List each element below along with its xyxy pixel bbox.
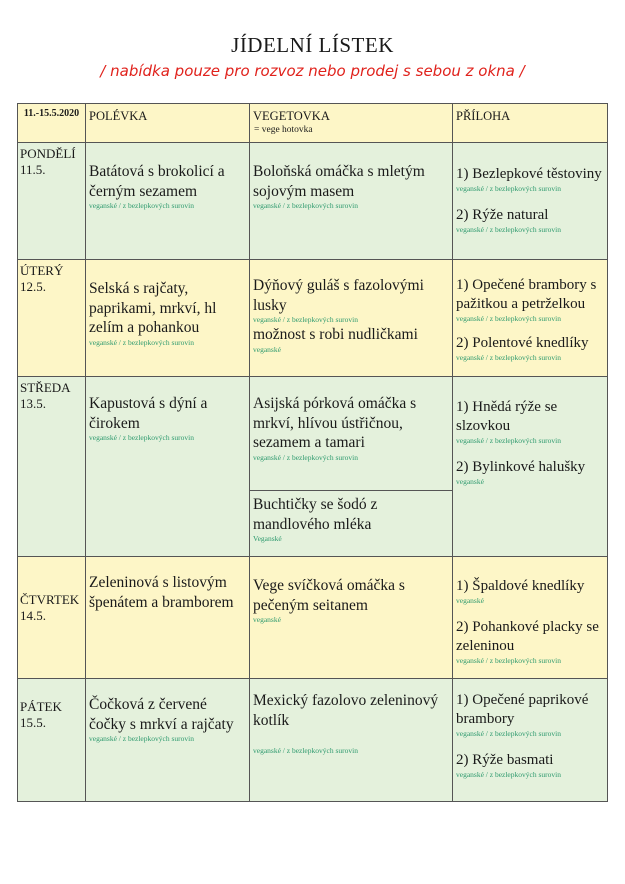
- soup-cell: [86, 557, 250, 679]
- side-item-1: 1) Opečené brambory s pažitkou a petrželkou: [456, 277, 597, 312]
- header-soup: POLÉVKA: [86, 104, 250, 143]
- soup-name: Kapustová s dýní a čirokem: [89, 395, 208, 432]
- vege-note: veganské: [253, 615, 281, 624]
- day-cell: [18, 557, 86, 679]
- vege-extra-note: veganské: [253, 344, 281, 354]
- day-date: 15.5.: [20, 715, 46, 730]
- vege-name: Vege svíčková omáčka s pečeným seitanem: [253, 577, 405, 614]
- vege-cell: [250, 143, 453, 260]
- vege-cell: [250, 679, 453, 802]
- soup-cell: [86, 260, 250, 377]
- day-cell: [18, 260, 86, 377]
- day-cell: [18, 679, 86, 802]
- side-cell: [453, 143, 608, 260]
- day-row-tuesday: [18, 260, 608, 377]
- day-date: 13.5.: [20, 396, 46, 411]
- vege-name: Asijská pórková omáčka s mrkví, hlívou ústřičnou, sezamem a tamari: [253, 395, 417, 451]
- side-item-1: 1) Opečené paprikové brambory: [456, 692, 589, 727]
- vege-cell: [250, 260, 453, 377]
- soup-name: Selská s rajčaty, paprikami, mrkví, hl zelím a pohankou: [89, 280, 217, 336]
- vege-alt-cell: [250, 490, 452, 553]
- side-note-1: veganské / z bezlepkových surovin: [456, 436, 561, 445]
- vege-cell: [250, 377, 453, 557]
- day-name: STŘEDA: [20, 380, 71, 395]
- side-note-2: veganské / z bezlepkových surovin: [456, 656, 561, 665]
- menu-table: [17, 103, 608, 802]
- side-note-1: veganské: [456, 596, 484, 605]
- side-note-2: veganské / z bezlepkových surovin: [456, 225, 561, 234]
- soup-note: veganské / z bezlepkových surovin: [89, 201, 194, 210]
- side-cell: [453, 557, 608, 679]
- soup-cell: [86, 143, 250, 260]
- vege-note: veganské / z bezlepkových surovin: [253, 452, 358, 462]
- day-cell: [18, 143, 86, 260]
- header-vege-label: VEGETOVKA: [253, 109, 330, 123]
- day-date: 11.5.: [20, 162, 46, 177]
- day-name: PONDĚLÍ: [20, 146, 76, 161]
- day-row-thursday: [18, 557, 608, 679]
- day-cell: [18, 377, 86, 557]
- side-note-2: veganské: [456, 477, 484, 486]
- vege-note: veganské / z bezlepkových surovin: [253, 746, 358, 755]
- side-cell: [453, 377, 608, 557]
- day-row-wednesday: [18, 377, 608, 557]
- side-cell: [453, 260, 608, 377]
- side-item-2: 2) Pohankové placky se zeleninou: [456, 619, 599, 654]
- day-date: 12.5.: [20, 279, 46, 294]
- vege-cell: [250, 557, 453, 679]
- side-item-1: 1) Bezlepkové těstoviny: [456, 166, 602, 182]
- header-vege: [250, 104, 453, 143]
- vege-name: Boloňská omáčka s mletým sojovým masem: [253, 163, 425, 200]
- side-note-1: veganské / z bezlepkových surovin: [456, 314, 561, 323]
- header-row: [18, 104, 608, 143]
- side-item-2: 2) Rýže natural: [456, 207, 549, 223]
- day-name: ÚTERÝ: [20, 263, 64, 278]
- side-note-2: veganské / z bezlepkových surovin: [456, 353, 561, 362]
- header-vege-note: = vege hotovka: [254, 125, 313, 135]
- side-item-1: 1) Špaldové knedlíky: [456, 578, 585, 594]
- soup-cell: [86, 679, 250, 802]
- side-note-2: veganské / z bezlepkových surovin: [456, 770, 561, 779]
- day-date: 14.5.: [20, 608, 46, 623]
- day-row-monday: [18, 143, 608, 260]
- side-cell: [453, 679, 608, 802]
- soup-name: Batátová s brokolicí a černým sezamem: [89, 163, 225, 200]
- page-title: JÍDELNÍ LÍSTEK: [231, 33, 394, 57]
- side-item-2: 2) Rýže basmati: [456, 752, 554, 768]
- vege-extra: možnost s robi nudličkami: [253, 326, 418, 343]
- soup-cell: [86, 377, 250, 557]
- vege-note: veganské / z bezlepkových surovin: [253, 315, 358, 324]
- day-name: ČTVRTEK: [20, 592, 80, 607]
- day-name: PÁTEK: [20, 699, 62, 714]
- soup-note: veganské / z bezlepkových surovin: [89, 734, 194, 743]
- vege-alt: Buchtičky se šodó z mandlového mléka: [253, 496, 378, 533]
- side-item-2: 2) Polentové knedlíky: [456, 335, 589, 351]
- soup-name: Čočková z červené čočky s mrkví a rajčaty: [89, 696, 234, 733]
- header-date-range: 11.-15.5.2020: [18, 104, 86, 143]
- vege-note: veganské / z bezlepkových surovin: [253, 201, 358, 210]
- soup-note: veganské / z bezlepkových surovin: [89, 337, 194, 347]
- side-item-1: 1) Hnědá rýže se slzovkou: [456, 399, 558, 434]
- header-side: PŘÍLOHA: [453, 104, 608, 143]
- soup-note: veganské / z bezlepkových surovin: [89, 433, 194, 442]
- page-subtitle: / nabídka pouze pro rozvoz nebo prodej s sebou z okna /: [100, 62, 525, 80]
- side-note-1: veganské / z bezlepkových surovin: [456, 729, 561, 738]
- side-item-2: 2) Bylinkové halušky: [456, 459, 586, 475]
- soup-name: Zeleninová s listovým špenátem a bramborem: [89, 574, 234, 611]
- vege-name: Mexický fazolovo zeleninový kotlík: [253, 692, 439, 729]
- side-note-1: veganské / z bezlepkových surovin: [456, 184, 561, 193]
- day-row-friday: [18, 679, 608, 802]
- vege-alt-note: Veganské: [253, 534, 282, 543]
- vege-name: Dýňový guláš s fazolovými lusky: [253, 277, 424, 314]
